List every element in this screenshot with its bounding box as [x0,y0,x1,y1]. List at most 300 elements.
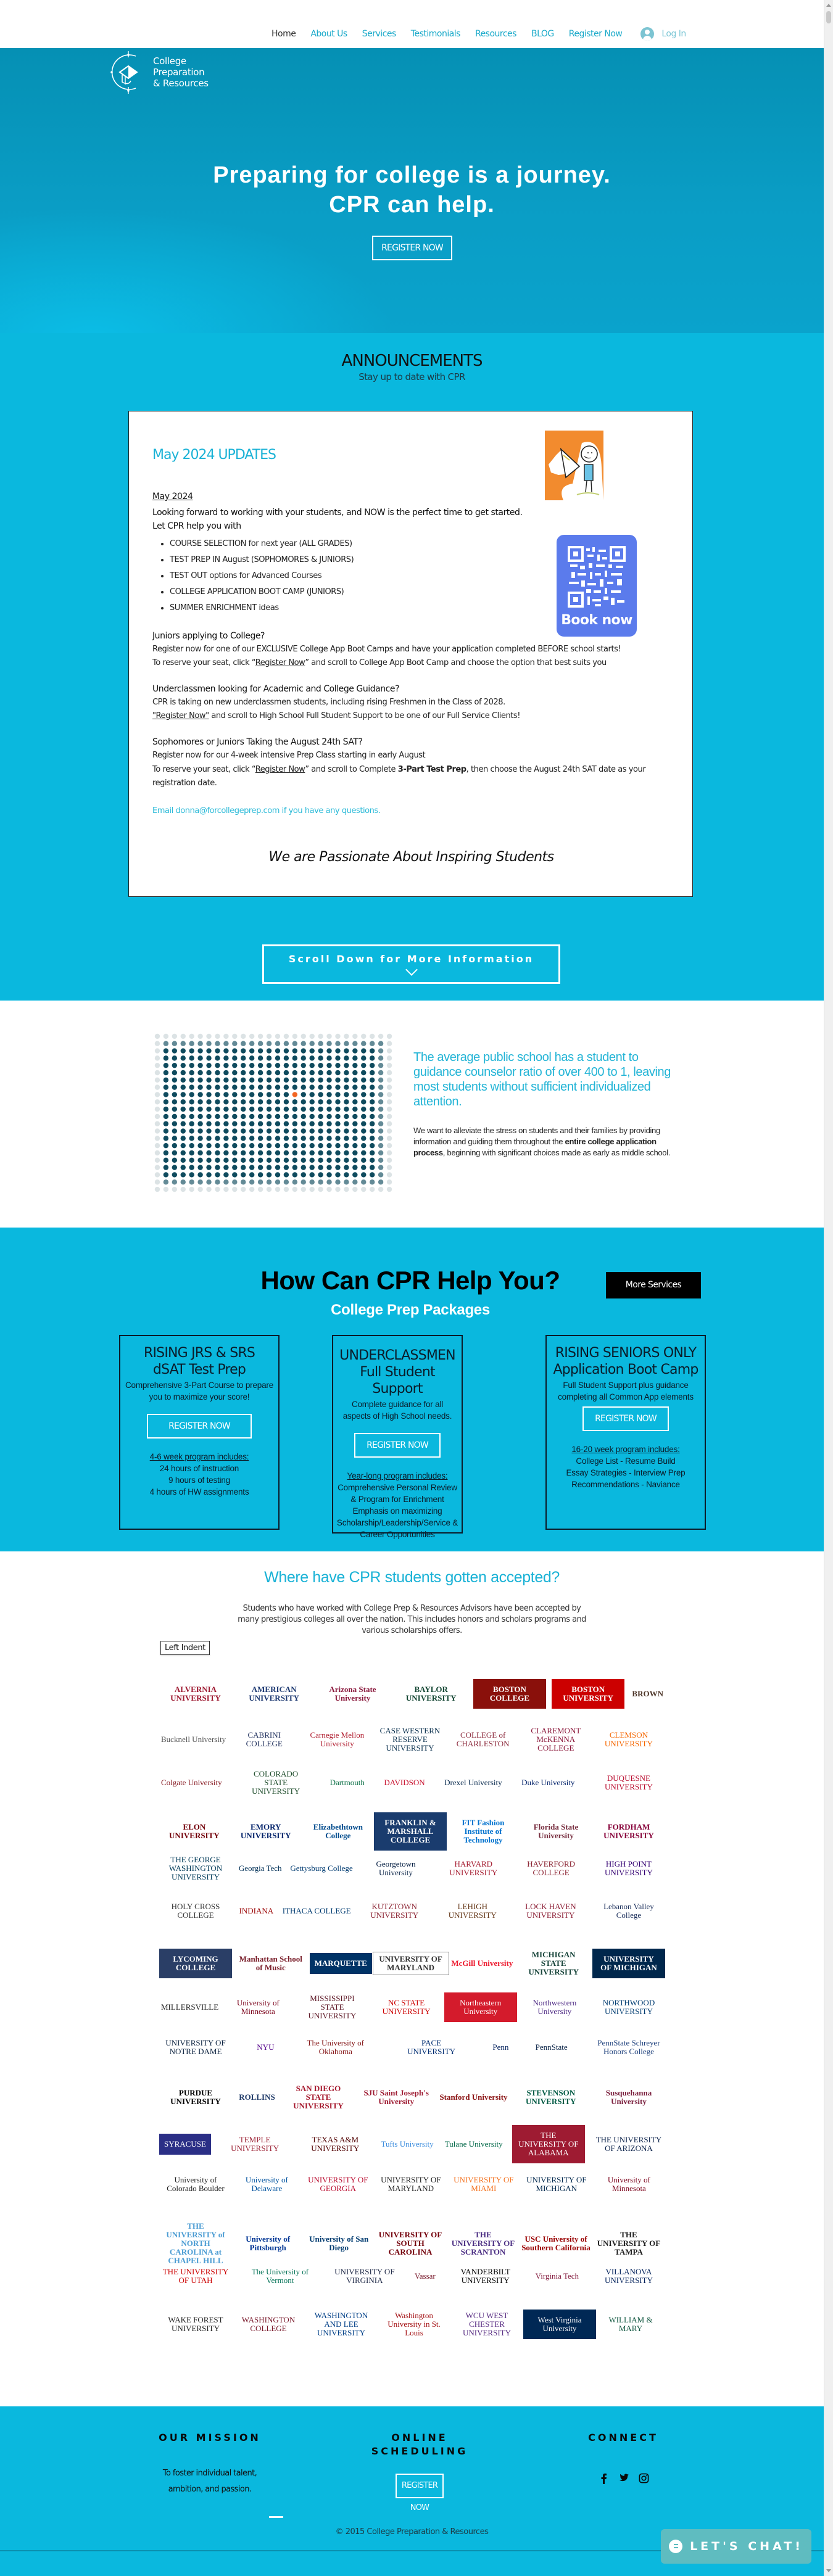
college-logo: Susquehanna University [605,2088,652,2106]
student-dot [370,1070,375,1075]
underclassmen-heading: Underclassmen looking for Academic and College Guidance? [152,684,400,694]
college-logo: AMERICAN UNIVERSITY [249,1685,300,1703]
hero-headline-line-1: Preparing for college is a journey. [213,162,611,188]
student-dot [172,1158,177,1163]
acceptances-section [0,1551,824,2406]
student-dot [258,1055,263,1060]
student-dot [172,1136,177,1141]
scroll-down-button[interactable] [262,944,560,984]
include-item: 4 hours of HW assignments [149,1487,249,1496]
student-dot [361,1070,366,1075]
student-dot [284,1143,289,1148]
student-dot [378,1128,383,1133]
sat-line-1: Register now for our 4-week intensive Prep Class starting in early August [152,751,426,760]
student-dot [172,1070,177,1075]
college-logo: CABRINI COLLEGE [246,1730,283,1748]
announcements-title: ANNOUNCEMENTS [341,352,483,370]
student-dot [378,1070,383,1075]
college-logo: THE UNIVERSITY OF UTAH [162,2267,229,2285]
include-item: Scholarship/Leadership/Service & [336,1518,458,1527]
college-logo: Tufts University [381,2139,434,2149]
student-dot [223,1041,228,1046]
student-dot [267,1187,271,1192]
college-logo: The University of Vermont [251,2267,309,2285]
student-dot [284,1121,289,1126]
student-dot [215,1158,220,1163]
student-dot [197,1150,202,1155]
student-dot [223,1128,228,1133]
scroll-up-arrow-icon[interactable] [826,4,831,7]
student-dot [223,1158,228,1163]
college-logo-row [159,1949,665,1978]
college-logo: NC STATE UNIVERSITY [382,1998,431,2016]
student-dot [206,1121,211,1126]
include-item: 24 hours of instruction [159,1464,239,1473]
student-dot [172,1084,177,1089]
student-dot [189,1092,194,1097]
college-logo: University of Colorado Boulder [167,2175,225,2193]
student-dot [284,1099,289,1104]
college-logo: ROLLINS [239,2092,275,2102]
student-dot [223,1136,228,1141]
student-dot [344,1041,349,1046]
student-dot [335,1143,340,1148]
student-dot [335,1179,340,1184]
text: ambition, and passion. [168,2485,252,2494]
student-dot [241,1158,246,1163]
student-dot [155,1041,160,1046]
student-dot [189,1048,194,1053]
college-logo: TEMPLE UNIVERSITY [231,2135,280,2153]
package-card-test-prep [119,1335,280,1530]
student-dot [387,1034,392,1039]
student-dot [172,1099,177,1104]
student-dot [292,1136,297,1141]
left-indent-tooltip: Left Indent [160,1641,210,1655]
student-dot [206,1136,211,1141]
student-dot [318,1136,323,1141]
student-dot [249,1165,254,1170]
student-dot [189,1143,194,1148]
student-dot [318,1092,323,1097]
announcement-intro: Looking forward to working with your students, and NOW is the perfect time to get started. [152,508,523,518]
student-dot [172,1179,177,1184]
student-dot [189,1187,194,1192]
student-dot [164,1158,168,1163]
student-dot [275,1165,280,1170]
twitter-icon[interactable] [619,2473,628,2484]
student-dot [318,1048,323,1053]
student-dot [361,1099,366,1104]
help-item: • COLLEGE APPLICATION BOOT CAMP (JUNIORS) [170,584,665,600]
student-dot [344,1034,349,1039]
student-dot [292,1078,297,1083]
student-dot [267,1070,271,1075]
juniors-register-link[interactable]: Register Now [255,658,305,667]
student-dot [301,1034,306,1039]
student-dot [275,1034,280,1039]
student-dot [241,1136,246,1141]
student-dot [370,1187,375,1192]
sat-register-link[interactable]: Register Now [255,765,305,774]
student-dot [326,1136,331,1141]
student-dot [378,1158,383,1163]
underclassmen-register-link[interactable]: "Register Now" [152,711,209,720]
student-dot [232,1150,237,1155]
student-dot [189,1136,194,1141]
student-dot [292,1165,297,1170]
student-dot [232,1187,237,1192]
site-logo[interactable] [110,50,209,94]
student-dot [370,1107,375,1112]
college-logo: PACE UNIVERSITY [407,2038,456,2056]
student-dot [335,1187,340,1192]
student-dot [284,1150,289,1155]
college-logo: University of Pittsburgh [246,2234,291,2252]
student-dot [267,1136,271,1141]
text: We want to alleviate the stress on students and their families by providing information and guiding them throughout the [413,1126,660,1146]
college-logo: THE UNIVERSITY of NORTH CAROLINA at CHAPEL HILL [166,2221,225,2265]
student-dot [249,1158,254,1163]
student-dot [326,1187,331,1192]
facebook-icon[interactable] [599,2473,608,2484]
text: , beginning with significant choices made as early as middle school. [442,1148,671,1157]
student-dot [370,1114,375,1119]
student-dot [344,1150,349,1155]
college-logo: LEHIGH UNIVERSITY [448,1902,497,1920]
login-button[interactable] [640,27,686,41]
student-dot [352,1172,357,1177]
college-logo: WCU WEST CHESTER UNIVERSITY [463,2311,511,2337]
announcement-card [128,411,693,897]
college-logo: LYCOMING COLLEGE [159,1949,232,1978]
college-logo: CLEMSON UNIVERSITY [604,1730,653,1748]
student-dot [249,1070,254,1075]
text: dSAT Test Prep [152,1362,246,1377]
student-dot [164,1070,168,1075]
student-dot [335,1055,340,1060]
student-dot [292,1041,297,1046]
nav-about-us[interactable]: About Us [310,29,347,39]
student-dot [241,1165,246,1170]
text: RISING SENIORS ONLY [555,1345,697,1361]
student-dot [241,1179,246,1184]
student-dot [318,1158,323,1163]
student-dot [370,1063,375,1068]
tagline: We are Passionate About Inspiring Students [268,849,554,865]
student-dot [352,1179,357,1184]
student-dot [284,1187,289,1192]
student-dot [344,1179,349,1184]
student-dot [284,1179,289,1184]
student-dot [258,1150,263,1155]
nav-blog[interactable]: BLOG [531,29,554,39]
mission-title: OUR MISSION [159,2432,261,2443]
student-dot [232,1107,237,1112]
student-dot [172,1034,177,1039]
student-dot [352,1165,357,1170]
college-logo-row [159,1725,665,1754]
more-services-button[interactable]: More Services [606,1272,701,1298]
student-dot [387,1078,392,1083]
student-dot [181,1187,186,1192]
includes-heading: 16-20 week program includes: [571,1445,680,1454]
student-dot [335,1165,340,1170]
student-dot [164,1078,168,1083]
student-dot [155,1070,160,1075]
scroll-down-arrow-icon[interactable] [826,2569,831,2572]
student-dot [326,1158,331,1163]
text: To foster individual talent, [162,2469,257,2478]
student-dot [232,1078,237,1083]
student-dot [326,1114,331,1119]
student-dot [181,1063,186,1068]
student-dot [352,1034,357,1039]
college-logo: Tulane University [444,2139,503,2149]
college-logo: McGill University [451,1959,513,1968]
student-dot [378,1107,383,1112]
college-logo-row [159,1769,665,1797]
college-logo: Colgate University [161,1778,222,1787]
student-dot [249,1121,254,1126]
hero-section [0,48,824,333]
student-dot [284,1136,289,1141]
instagram-icon[interactable] [639,2473,647,2484]
student-dot [232,1179,237,1184]
student-dot [275,1179,280,1184]
student-dot [292,1114,297,1119]
college-logo-row [159,2083,665,2112]
text: UNDERCLASSMEN [339,1348,455,1363]
student-dot [206,1099,211,1104]
student-dot [223,1048,228,1053]
student-dot [197,1165,202,1170]
student-dot [326,1179,331,1184]
college-logo: BOSTON COLLEGE [473,1679,546,1709]
sat-line-2 [152,763,665,790]
college-logo: USC University of Southern California [521,2234,591,2252]
student-dot [335,1078,340,1083]
college-logo: SAN DIEGO STATE UNIVERSITY [293,2084,344,2110]
student-dot [275,1121,280,1126]
student-dot [172,1048,177,1053]
student-dot [292,1121,297,1126]
student-dot [232,1055,237,1060]
student-dot [318,1034,323,1039]
college-logo: THE UNIVERSITY OF ALABAMA [512,2125,585,2163]
student-dot [215,1078,220,1083]
college-logo: Lebanon Valley College [603,1902,654,1920]
student-dot [232,1172,237,1177]
student-dot [215,1128,220,1133]
student-dot [215,1048,220,1053]
text: Full Student Support [360,1364,435,1397]
student-dot [241,1084,246,1089]
ratio-body [413,1125,673,1158]
student-dot [249,1107,254,1112]
student-dot [335,1063,340,1068]
student-dot [215,1143,220,1148]
student-dot [326,1048,331,1053]
lets-chat-button[interactable] [661,2529,811,2564]
student-dot [164,1128,168,1133]
college-logo: STEVENSON UNIVERSITY [525,2088,576,2106]
package-register-button[interactable]: REGISTER NOW [147,1414,252,1439]
student-dot [164,1114,168,1119]
student-dot [292,1107,297,1112]
student-dot [361,1114,366,1119]
student-dot [275,1055,280,1060]
college-logo-row [159,2037,665,2057]
student-dot [292,1150,297,1155]
student-dot [181,1114,186,1119]
student-dot [309,1099,314,1104]
student-dot [181,1034,186,1039]
package-register-button[interactable]: REGISTER NOW [582,1406,669,1431]
student-dot [164,1041,168,1046]
student-dot [223,1172,228,1177]
package-register-button[interactable]: REGISTER NOW [354,1433,441,1458]
vertical-scrollbar[interactable] [824,0,833,2576]
social-links [555,2473,691,2484]
student-dot [197,1172,202,1177]
student-dot [387,1055,392,1060]
college-logo: MILLERSVILLE [161,2002,219,2012]
student-dot [249,1172,254,1177]
student-dot [361,1128,366,1133]
graduation-cap-logo-icon [110,50,147,94]
student-dot [172,1121,177,1126]
contact-email-link[interactable]: Email donna@forcollegeprep.com if you have any questions. [152,806,381,815]
student-dot [197,1041,202,1046]
student-dot [309,1179,314,1184]
student-dot [258,1172,263,1177]
nav-services[interactable]: Services [362,29,396,39]
student-dot [215,1172,220,1177]
book-now-label: Book now [561,613,632,628]
student-dot [318,1107,323,1112]
student-dot [344,1078,349,1083]
student-dot [164,1092,168,1097]
student-dot [275,1063,280,1068]
student-dot [189,1114,194,1119]
student-dot [344,1114,349,1119]
student-dot [301,1143,306,1148]
student-dot [181,1048,186,1053]
student-dot [309,1150,314,1155]
announcements-section [0,333,824,1001]
student-dot [258,1048,263,1053]
student-dot [309,1136,314,1141]
student-dot [318,1150,323,1155]
student-dot [292,1084,297,1089]
student-dot [378,1092,383,1097]
student-dot [241,1187,246,1192]
student-dot [378,1041,383,1046]
nav-home[interactable]: Home [271,29,296,39]
student-dot [326,1165,331,1170]
include-item: & Program for Enrichment [350,1495,444,1504]
student-dot [232,1136,237,1141]
student-dot [189,1179,194,1184]
package-includes [547,1443,705,1490]
student-dot [309,1143,314,1148]
footer-register-button[interactable]: REGISTER NOW [396,2474,444,2498]
student-dot [361,1107,366,1112]
scrollbar-thumb[interactable] [826,11,831,23]
student-dot [361,1048,366,1053]
student-dot [335,1107,340,1112]
student-dot [361,1172,366,1177]
student-dot [292,1034,297,1039]
acceptances-title: Where have CPR students gotten accepted? [264,1569,560,1586]
student-dot [189,1084,194,1089]
package-description: Comprehensive 3-Part Course to prepare you to maximize your score! [125,1381,274,1402]
college-logo: PURDUE UNIVERSITY [170,2088,221,2106]
nav-register-now[interactable]: Register Now [568,29,623,39]
nav-testimonials[interactable]: Testimonials [410,29,460,39]
student-dot [292,1070,297,1075]
student-dot [258,1143,263,1148]
college-logo: ALVERNIA UNIVERSITY [170,1685,221,1703]
package-includes [333,1470,462,1540]
services-title: How Can CPR Help You? [260,1266,560,1295]
student-dot [387,1165,392,1170]
student-dot [223,1165,228,1170]
college-logo: MICHIGAN STATE UNIVERSITY [528,1950,579,1976]
student-dot [361,1165,366,1170]
college-logo: LOCK HAVEN UNIVERSITY [525,1902,576,1920]
acceptances-intro: Students who have worked with College Prep & Resources Advisors have been accepted by many prestigious colleges all over the nation. This includes honors and scholars programs and various scholarships offers. [238,1604,586,1635]
student-dot [197,1187,202,1192]
student-dot [301,1092,306,1097]
college-logo: MISSISSIPPI STATE UNIVERSITY [308,1994,357,2020]
student-dot [181,1078,186,1083]
student-dot [249,1063,254,1068]
text: To reserve your seat, click “ [152,765,255,774]
student-dot [335,1158,340,1163]
student-dot [267,1048,271,1053]
student-dot [387,1158,392,1163]
student-dot [318,1041,323,1046]
student-dot [378,1034,383,1039]
student-dot [335,1048,340,1053]
student-dot [249,1114,254,1119]
student-dot [318,1179,323,1184]
student-dot [326,1070,331,1075]
college-logo: UNIVERSITY OF VIRGINIA [334,2267,395,2285]
student-dot [206,1078,211,1083]
student-dot [326,1041,331,1046]
student-dot [215,1165,220,1170]
student-dot [249,1179,254,1184]
student-dot [275,1078,280,1083]
hero-register-button[interactable]: REGISTER NOW [372,236,452,260]
student-dot [301,1172,306,1177]
student-dot [344,1070,349,1075]
student-dot [284,1107,289,1112]
package-description: Complete guidance for all aspects of High School needs. [342,1400,452,1421]
nav-resources[interactable]: Resources [475,29,516,39]
student-dot [344,1092,349,1097]
college-logo: PennState [535,2042,568,2052]
juniors-line-1: Register now for one of our EXCLUSIVE College App Boot Camps and have your application completed BEFORE school starts! [152,645,621,654]
student-dot [232,1070,237,1075]
student-dot [361,1136,366,1141]
student-dot [352,1143,357,1148]
student-dot [181,1070,186,1075]
student-dot [164,1150,168,1155]
